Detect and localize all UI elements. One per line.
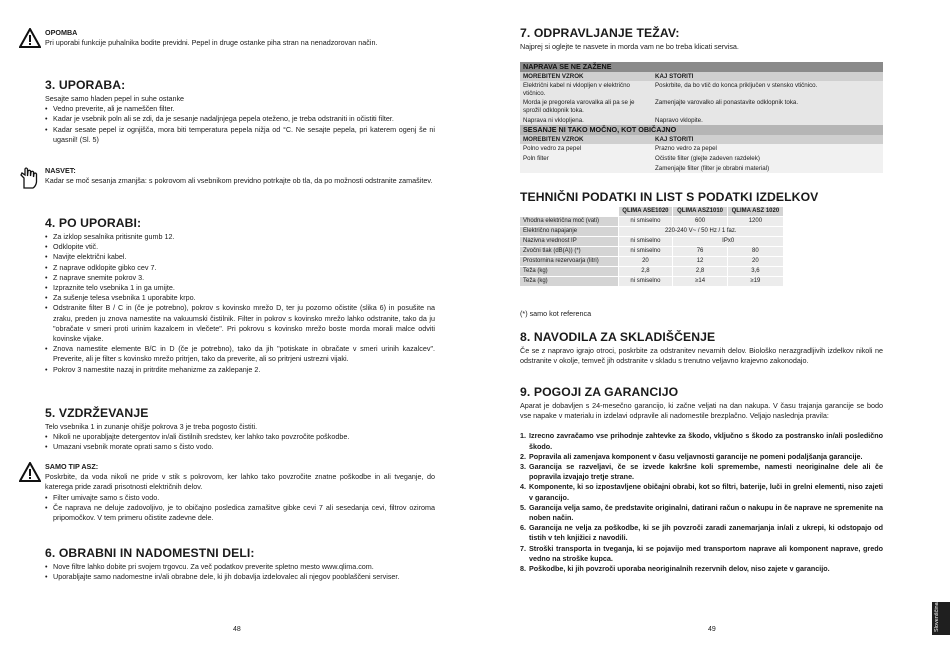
column-header: MOREBITEN VZROK: [523, 72, 584, 80]
table-cell: 600: [673, 217, 727, 227]
nasvet-label: NASVET:: [45, 166, 76, 175]
table-cell: Prazno vedro za pepel: [655, 145, 717, 153]
table-row: [520, 81, 883, 98]
row-label: Prostornina rezervoarja (litri): [520, 257, 618, 267]
opomba-text: Pri uporabi funkcije puhalnika bodite previdni. Pepel in druge ostanke piha stran na nenadzorovan način.: [45, 38, 378, 48]
column-header: KAJ STORITI: [655, 135, 694, 143]
section-7-title: 7. ODPRAVLJANJE TEŽAV:: [520, 26, 680, 40]
table-cell: 80: [727, 247, 783, 257]
section-5-intro: Telo vsebnika 1 in zunanje ohišje pokrova 3 je treba pogosto čistiti.: [45, 422, 258, 431]
table-cell: ≥19: [727, 277, 783, 287]
table-cell: Električni kabel ni vklopljen v električno vtičnico.: [523, 82, 630, 97]
column-header: QLIMA ASZ1010: [673, 207, 727, 217]
list-item: • Odklopite vtič.: [45, 242, 435, 252]
section-6-title: 6. OBRABNI IN NADOMESTNI DELI:: [45, 546, 255, 560]
section-6: [45, 546, 435, 582]
samo-tip-label: SAMO TIP ASZ:: [45, 462, 99, 471]
table-cell: Poskrbite, da bo vtič do konca priključen v stensko vtičnico.: [655, 82, 818, 90]
section-3-list: [45, 104, 435, 145]
list-item: • Nove filtre lahko dobite pri svojem trgovcu. Za več podatkov preverite spletno mesto www.qlima.com.: [45, 562, 435, 572]
list-item: • Umazani vsebnik morate oprati samo s čisto vodo.: [45, 442, 435, 452]
table-cell: 2,8: [673, 267, 727, 277]
list-item: • Izpraznite telo vsebnika 1 in ga umijte.: [45, 283, 435, 293]
table-cell: 20: [618, 257, 673, 267]
tech-title: TEHNIČNI PODATKI IN LIST S PODATKI IZDELKOV: [520, 190, 819, 204]
list-item: • Za sušenje telesa vsebnika 1 uporabite krpo.: [45, 293, 435, 303]
table-row: [520, 154, 883, 164]
section-3: [45, 78, 435, 145]
list-item: • Nikoli ne uporabljajte detergentov in/ali čistilnih sredstev, ker lahko tako povzročite poškodbe.: [45, 432, 435, 442]
table-cell: ni smiselno: [618, 237, 673, 247]
section-6-list: [45, 562, 435, 582]
table-row: [520, 237, 783, 247]
list-item: 4. Komponente, ki so izpostavljene običajni obrabi, kot so filtri, baterije, luči in grelni elementi, niso zajeti v garancijo.: [520, 482, 883, 502]
list-item: • Filter umivajte samo s čisto vodo.: [45, 493, 435, 503]
list-item: • Kadar sesate pepel iz ognjišča, mora biti temperatura pepela nižja od °C. Ne sesajte pepela, pri katerem ogenj še ni ugasnil! (Sl. 5): [45, 125, 435, 145]
list-item: 1. Izrecno zavračamo vse prihodnje zahtevke za škodo, vključno s škodo za postransko in/ali posledično škodo.: [520, 431, 883, 451]
table-cell: 12: [673, 257, 727, 267]
list-item: • Uporabljajte samo nadomestne in/ali obrabne dele, ki jih dobavlja izdelovalec ali njegov pooblaščeni serviser.: [45, 572, 435, 582]
table-row: [520, 277, 783, 287]
table-cell: Morda je pregorela varovalka ali pa se je sprožil odklopnik toka.: [523, 99, 635, 114]
table-cell: IPx0: [673, 237, 783, 247]
samo-tip-note: [45, 462, 435, 523]
list-item: • Z naprave snemite pokrov 3.: [45, 273, 435, 283]
section-7-intro: Najprej si oglejte te nasvete in morda vam ne bo treba klicati servisa.: [520, 42, 739, 51]
tech-section: [520, 190, 883, 206]
page-number: 48: [233, 626, 241, 633]
list-item: • Z naprave odklopite gibko cev 7.: [45, 263, 435, 273]
list-item: • Kadar je vsebnik poln ali se zdi, da je sesanje nadaljnjega pepela oteženo, je treba odstraniti in očistiti filter.: [45, 114, 435, 124]
opomba-note: [45, 28, 435, 48]
nasvet-text: Kadar se moč sesanja zmanjša: s pokrovom ali vsebnikom previdno potrkajte ob tla, da po možnosti odstranite zamašitev.: [45, 176, 433, 186]
column-header: QLIMA ASE1020: [618, 207, 673, 217]
section-8-text: Če se z napravo igrajo otroci, poskrbite za odstranitev nevarnih delov. Biološko nerazgradljivih izdelkov nikoli ne odstranite v okolje, temveč jih odstranite v skladu s trenutno veljavno krajevno zakonodajo.: [520, 346, 883, 366]
list-item: 5. Garancija velja samo, če predstavite originalni, datirani račun o nakupu in če naprave ne spremenite na noben način.: [520, 502, 883, 523]
column-header: QLIMA ASZ 1020: [727, 207, 783, 217]
list-item: • Če naprava ne deluje zadovoljivo, je to običajno posledica zamašitve gibke cevi 7 ali sesedanja cevi, filtrov oziroma pripomočkov. V tem primeru očistite zadevne dele.: [45, 503, 435, 523]
page-number: 49: [708, 626, 716, 633]
table-cell: [520, 207, 618, 217]
list-item: • Vedno preverite, ali je nameščen filter.: [45, 104, 435, 114]
samo-tip-text: Poskrbite, da voda nikoli ne pride v stik s pokrovom, ker lahko tako povzročite znatne poškodbe in ali tveganje, do katerega pride zaradi prisotnosti električnih delov.: [45, 472, 435, 492]
table-row: [520, 98, 883, 115]
section-3-title: 3. UPORABA:: [45, 78, 126, 92]
table-row: [520, 257, 783, 267]
table-cell: Polno vedro za pepel: [523, 145, 582, 153]
table-row: [520, 144, 883, 154]
table-cell: 76: [673, 247, 727, 257]
table-cell: Očistite filter (glejte zadeven razdelek): [655, 154, 760, 162]
table-row: [520, 164, 883, 174]
table-cell: ni smiselno: [618, 277, 673, 287]
section-5: [45, 406, 435, 453]
section-5-title: 5. VZDRŽEVANJE: [45, 406, 149, 420]
table-cell: 3,6: [727, 267, 783, 277]
table-cell: ni smiselno: [618, 247, 673, 257]
table-cell: ≥14: [673, 277, 727, 287]
warranty-list: [520, 431, 883, 574]
list-item: 6. Garancija ne velja za poškodbe, ki se jih povzroči zaradi zanemarjanja in/ali z ukrepi, ki odstopajo od tistih v teh knjižici z navodili.: [520, 523, 883, 543]
tech-footnote: (*) samo kot referenca: [520, 309, 592, 318]
table-cell: 1200: [727, 217, 783, 227]
section-9: [520, 385, 883, 574]
opomba-label: OPOMBA: [45, 28, 78, 37]
section-8: [520, 330, 883, 366]
right-page: [475, 0, 950, 645]
list-item: • Odstranite filter B / C in (če je potrebno), pokrov s kovinsko mrežo D, ter ju pozorno očistite (slika 6) in posušite na zraku, preden ju znova namestite na vakuumski čistilnik. Filter in pokrov s kovinsko mrežo lahko odstranite, tako da ju "obračate v smeri proti urinim kazalcem in vlečete". Pri pokrovu s kovinsko mrežo boste morda morali malce odviti kovinske vijake.: [45, 303, 435, 344]
section-5-list: [45, 432, 435, 452]
table-cell: Poln filter: [523, 154, 549, 162]
table-row: [520, 247, 783, 257]
language-tab: [932, 602, 950, 635]
table-cell: Napravo vklopite.: [655, 116, 703, 124]
section-4: [45, 216, 435, 375]
row-label: Zvočni tlak (dB(A)) (*): [520, 247, 618, 257]
section-4-list: [45, 232, 435, 375]
troubleshooting-table: [520, 62, 883, 173]
section-8-title: 8. NAVODILA ZA SKLADIŠČENJE: [520, 330, 716, 344]
list-item: • Znova namestite elemente B/C in D (če je potrebno), tako da jih "potiskate in obračate v smeri urinih kazalcev". Preverite, ali je filter s kovinsko mrežo pritrjen, tako da preverite, ali so pritrjeni ustrezni vijaki.: [45, 344, 435, 364]
section-3-intro: Sesajte samo hladen pepel in suhe ostanke: [45, 94, 185, 103]
table-row: [520, 116, 883, 126]
nasvet-note: [45, 166, 435, 186]
pointing-hand-icon: [18, 166, 40, 190]
language-tab-label: Slovenščina: [934, 602, 940, 632]
table-cell: Zamenjajte filter (filter je obrabni material): [655, 164, 770, 172]
section-4-title: 4. PO UPORABI:: [45, 216, 142, 230]
table-row: [520, 267, 783, 277]
row-label: Vhodna električna moč (vati): [520, 217, 618, 227]
list-item: 2. Popravila ali zamenjava komponent v času veljavnosti garancije ne pomeni podaljšanja garancije.: [520, 451, 863, 461]
table-row: [520, 227, 783, 237]
column-header: KAJ STORITI: [655, 72, 694, 80]
warning-icon: [19, 28, 41, 48]
list-item: 3. Garancija se razveljavi, če se izvede kakršne koli spremembe, namesti neoriginalne dele ali če popravila izvajajo tretje strane.: [520, 462, 883, 482]
table-cell: Naprava ni vklopljena.: [523, 116, 584, 124]
table-header: SESANJE NI TAKO MOČNO, KOT OBIČAJNO: [520, 125, 883, 135]
warning-icon: [19, 462, 41, 482]
table-cell: 2,8: [618, 267, 673, 277]
row-label: Teža (kg): [520, 277, 618, 287]
table-row: [520, 217, 783, 227]
column-header: MOREBITEN VZROK: [523, 135, 584, 143]
list-item: • Pokrov 3 namestite nazaj in pritrdite mehanizme za zaklepanje 2.: [45, 365, 435, 375]
table-cell: [520, 164, 652, 174]
section-9-intro: Aparat je dobavljen s 24-mesečno garancijo, ki začne veljati na dan nakupa. V času trajanja garancije se bodo vse napake v materialu in izdelavi odpravile ali nadomestile brezplačno. Veljajo naslednja pravila:: [520, 401, 883, 421]
section-9-title: 9. POGOJI ZA GARANCIJO: [520, 385, 679, 399]
table-cell: ni smiselno: [618, 217, 673, 227]
list-item: • Za izklop sesalnika pritisnite gumb 12.: [45, 232, 435, 242]
table-cell: 20: [727, 257, 783, 267]
row-label: Električno napajanje: [520, 227, 618, 237]
table-cell: Zamenjajte varovalko ali ponastavite odklopnik toka.: [655, 99, 799, 107]
table-cell: 220-240 V~ / 50 Hz / 1 faz.: [618, 227, 783, 237]
list-item: 8. Poškodbe, ki jih povzroči uporaba neoriginalnih rezervnih delov, niso zajete v garancijo.: [520, 564, 830, 574]
spec-table: [520, 207, 783, 287]
section-7: [520, 26, 883, 52]
list-item: 7. Stroški transporta in tveganja, ki se pojavijo med transportom naprave ali komponent naprave, gredo vedno na stroške kupca.: [520, 543, 883, 563]
samo-tip-list: [45, 493, 435, 524]
row-label: Nazivna vrednost IP: [520, 237, 618, 247]
row-label: Teža (kg): [520, 267, 618, 277]
table-header: NAPRAVA SE NE ZAŽENE: [520, 62, 883, 72]
list-item: • Navijte električni kabel.: [45, 252, 435, 262]
